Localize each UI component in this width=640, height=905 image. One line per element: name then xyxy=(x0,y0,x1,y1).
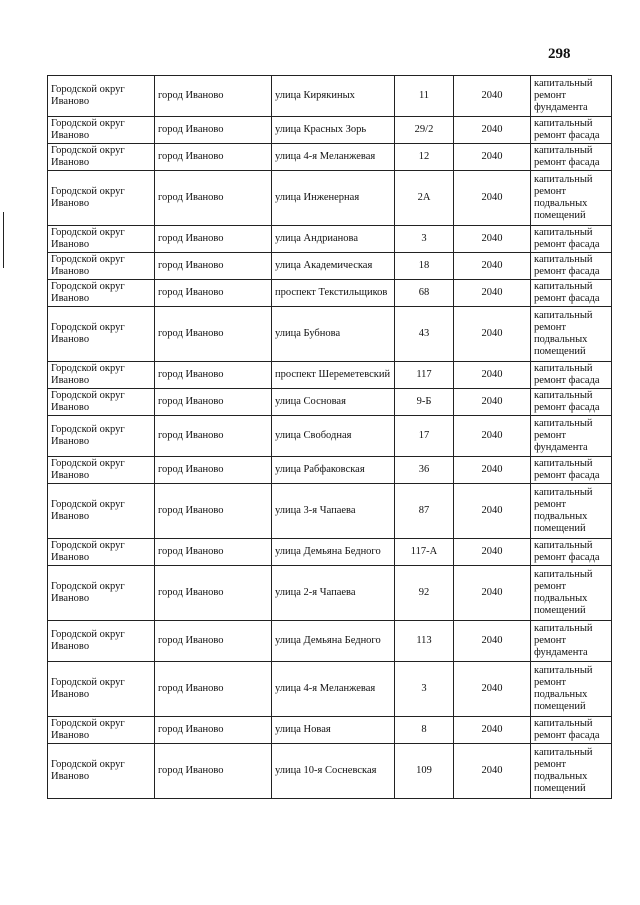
city-cell: город Иваново xyxy=(155,144,272,171)
table-row xyxy=(48,621,612,662)
table-row xyxy=(48,416,612,457)
district-cell: Городской округ Иваново xyxy=(48,280,155,307)
house-cell: 3 xyxy=(395,662,454,717)
house-cell: 117-А xyxy=(395,539,454,566)
city-cell: город Иваново xyxy=(155,280,272,307)
city-cell: город Иваново xyxy=(155,389,272,416)
house-cell: 9-Б xyxy=(395,389,454,416)
district-cell: Городской округ Иваново xyxy=(48,457,155,484)
street-cell: улица Демьяна Бедного xyxy=(272,621,395,662)
house-cell: 12 xyxy=(395,144,454,171)
district-cell: Городской округ Иваново xyxy=(48,484,155,539)
table-row xyxy=(48,484,612,539)
city-cell: город Иваново xyxy=(155,307,272,362)
table-row xyxy=(48,389,612,416)
work-cell: капитальный ремонт подвальных помещений xyxy=(531,566,612,621)
city-cell: город Иваново xyxy=(155,76,272,117)
city-cell: город Иваново xyxy=(155,457,272,484)
work-cell: капитальный ремонт фасада xyxy=(531,253,612,280)
year-cell: 2040 xyxy=(454,457,531,484)
year-cell: 2040 xyxy=(454,76,531,117)
year-cell: 2040 xyxy=(454,539,531,566)
street-cell: проспект Шереметевский xyxy=(272,362,395,389)
table-row xyxy=(48,307,612,362)
street-cell: улица Новая xyxy=(272,717,395,744)
work-cell: капитальный ремонт фундамента xyxy=(531,416,612,457)
year-cell: 2040 xyxy=(454,717,531,744)
margin-mark xyxy=(3,212,4,268)
city-cell: город Иваново xyxy=(155,539,272,566)
house-cell: 68 xyxy=(395,280,454,307)
house-cell: 18 xyxy=(395,253,454,280)
year-cell: 2040 xyxy=(454,280,531,307)
district-cell: Городской округ Иваново xyxy=(48,539,155,566)
page-number: 298 xyxy=(548,46,571,62)
city-cell: город Иваново xyxy=(155,362,272,389)
street-cell: улица Свободная xyxy=(272,416,395,457)
house-cell: 17 xyxy=(395,416,454,457)
city-cell: город Иваново xyxy=(155,416,272,457)
registry-table-body xyxy=(48,76,612,799)
table-row xyxy=(48,280,612,307)
house-cell: 92 xyxy=(395,566,454,621)
street-cell: улица Кирякиных xyxy=(272,76,395,117)
street-cell: улица Демьяна Бедного xyxy=(272,539,395,566)
district-cell: Городской округ Иваново xyxy=(48,226,155,253)
year-cell: 2040 xyxy=(454,484,531,539)
city-cell: город Иваново xyxy=(155,484,272,539)
work-cell: капитальный ремонт подвальных помещений xyxy=(531,484,612,539)
street-cell: улица 4-я Меланжевая xyxy=(272,662,395,717)
table-row xyxy=(48,717,612,744)
street-cell: улица Красных Зорь xyxy=(272,117,395,144)
district-cell: Городской округ Иваново xyxy=(48,621,155,662)
year-cell: 2040 xyxy=(454,744,531,799)
year-cell: 2040 xyxy=(454,144,531,171)
house-cell: 2А xyxy=(395,171,454,226)
table-row xyxy=(48,362,612,389)
table-row xyxy=(48,117,612,144)
city-cell: город Иваново xyxy=(155,253,272,280)
house-cell: 11 xyxy=(395,76,454,117)
table-row xyxy=(48,539,612,566)
house-cell: 113 xyxy=(395,621,454,662)
district-cell: Городской округ Иваново xyxy=(48,717,155,744)
street-cell: улица 2-я Чапаева xyxy=(272,566,395,621)
street-cell: улица Инженерная xyxy=(272,171,395,226)
house-cell: 8 xyxy=(395,717,454,744)
work-cell: капитальный ремонт фасада xyxy=(531,280,612,307)
district-cell: Городской округ Иваново xyxy=(48,307,155,362)
year-cell: 2040 xyxy=(454,362,531,389)
district-cell: Городской округ Иваново xyxy=(48,416,155,457)
house-cell: 3 xyxy=(395,226,454,253)
year-cell: 2040 xyxy=(454,307,531,362)
street-cell: улица Сосновая xyxy=(272,389,395,416)
house-cell: 36 xyxy=(395,457,454,484)
street-cell: улица Академическая xyxy=(272,253,395,280)
work-cell: капитальный ремонт подвальных помещений xyxy=(531,662,612,717)
city-cell: город Иваново xyxy=(155,226,272,253)
table-row xyxy=(48,457,612,484)
city-cell: город Иваново xyxy=(155,717,272,744)
city-cell: город Иваново xyxy=(155,662,272,717)
work-cell: капитальный ремонт фасада xyxy=(531,717,612,744)
street-cell: улица Андрианова xyxy=(272,226,395,253)
district-cell: Городской округ Иваново xyxy=(48,662,155,717)
house-cell: 87 xyxy=(395,484,454,539)
city-cell: город Иваново xyxy=(155,171,272,226)
year-cell: 2040 xyxy=(454,662,531,717)
table-row xyxy=(48,144,612,171)
district-cell: Городской округ Иваново xyxy=(48,253,155,280)
table-row xyxy=(48,253,612,280)
work-cell: капитальный ремонт подвальных помещений xyxy=(531,171,612,226)
table-row xyxy=(48,566,612,621)
district-cell: Городской округ Иваново xyxy=(48,566,155,621)
year-cell: 2040 xyxy=(454,566,531,621)
year-cell: 2040 xyxy=(454,389,531,416)
table-row xyxy=(48,744,612,799)
work-cell: капитальный ремонт подвальных помещений xyxy=(531,744,612,799)
work-cell: капитальный ремонт фасада xyxy=(531,117,612,144)
work-cell: капитальный ремонт подвальных помещений xyxy=(531,307,612,362)
table-row xyxy=(48,226,612,253)
work-cell: капитальный ремонт фасада xyxy=(531,539,612,566)
city-cell: город Иваново xyxy=(155,621,272,662)
district-cell: Городской округ Иваново xyxy=(48,389,155,416)
year-cell: 2040 xyxy=(454,226,531,253)
year-cell: 2040 xyxy=(454,621,531,662)
table-row xyxy=(48,76,612,117)
table-row xyxy=(48,662,612,717)
work-cell: капитальный ремонт фасада xyxy=(531,389,612,416)
work-cell: капитальный ремонт фасада xyxy=(531,457,612,484)
house-cell: 43 xyxy=(395,307,454,362)
work-cell: капитальный ремонт фундамента xyxy=(531,621,612,662)
district-cell: Городской округ Иваново xyxy=(48,76,155,117)
year-cell: 2040 xyxy=(454,117,531,144)
district-cell: Городской округ Иваново xyxy=(48,744,155,799)
registry-table xyxy=(47,75,612,799)
street-cell: проспект Текстильщиков xyxy=(272,280,395,307)
year-cell: 2040 xyxy=(454,171,531,226)
year-cell: 2040 xyxy=(454,253,531,280)
city-cell: город Иваново xyxy=(155,744,272,799)
work-cell: капитальный ремонт фасада xyxy=(531,362,612,389)
house-cell: 117 xyxy=(395,362,454,389)
city-cell: город Иваново xyxy=(155,117,272,144)
house-cell: 109 xyxy=(395,744,454,799)
district-cell: Городской округ Иваново xyxy=(48,362,155,389)
work-cell: капитальный ремонт фундамента xyxy=(531,76,612,117)
street-cell: улица Бубнова xyxy=(272,307,395,362)
city-cell: город Иваново xyxy=(155,566,272,621)
year-cell: 2040 xyxy=(454,416,531,457)
work-cell: капитальный ремонт фасада xyxy=(531,144,612,171)
table-row xyxy=(48,171,612,226)
district-cell: Городской округ Иваново xyxy=(48,144,155,171)
street-cell: улица 4-я Меланжевая xyxy=(272,144,395,171)
district-cell: Городской округ Иваново xyxy=(48,171,155,226)
street-cell: улица Рабфаковская xyxy=(272,457,395,484)
house-cell: 29/2 xyxy=(395,117,454,144)
street-cell: улица 3-я Чапаева xyxy=(272,484,395,539)
street-cell: улица 10-я Сосневская xyxy=(272,744,395,799)
work-cell: капитальный ремонт фасада xyxy=(531,226,612,253)
district-cell: Городской округ Иваново xyxy=(48,117,155,144)
